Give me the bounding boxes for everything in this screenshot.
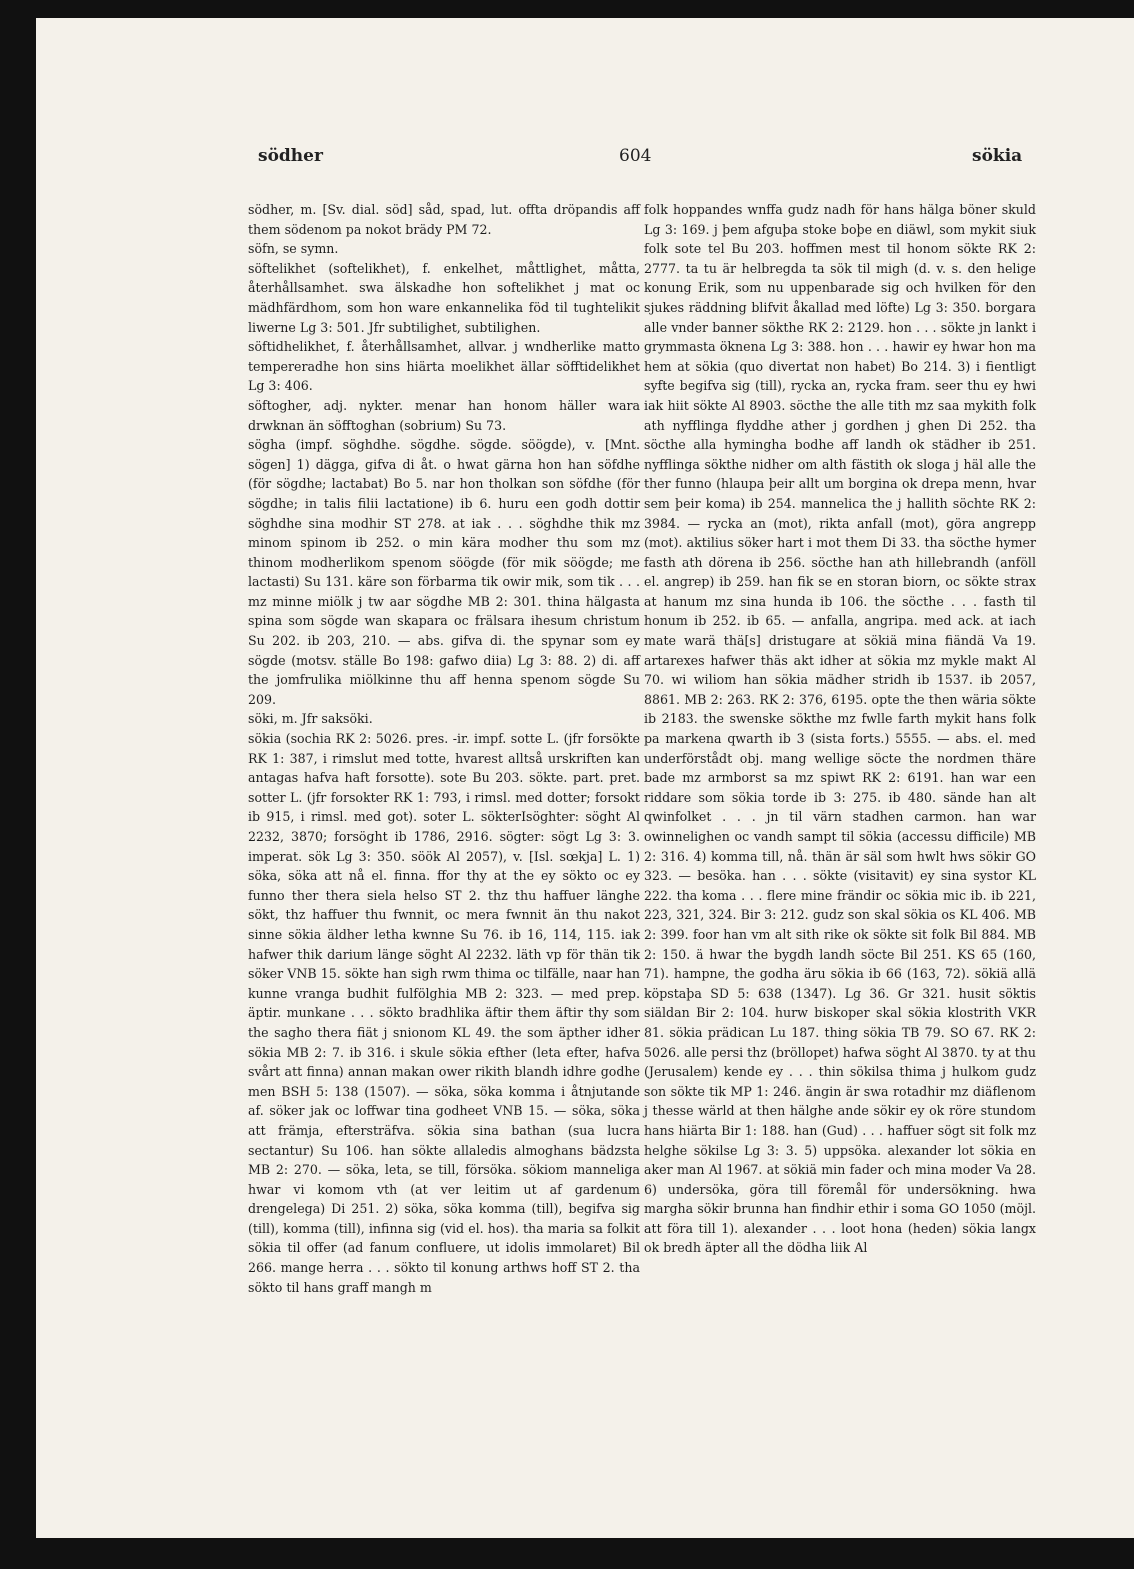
entry-sogha: sögha (impf. söghdhe. sögdhe. sögde. söögde), v. [Mnt. sögen] 1) dägga, gifva di åt. o hwat gärna hon han söfdhe (för sögdhe; lactabat) Bo 5. nar hon tholkan son söfdhe (för sögdhe; in talis filii lactatione) ib 6. huru een godh dottir söghdhe sina modhir ST 278. at iak . . . söghdhe thik mz minom spinom ib 252. o min kära modher thu som mz thinom modherlikom spenom söögde (för mik söögde; me lactasti) Su 131. käre son förbarma tik owir mik, som tik . . . mz minne miölk j tw aar sögdhe MB 2: 301. thina hälgasta spina som sögde wan skapara oc frälsara ihesum christum Su 202. ib 203, 210. — abs. gifva di. the spynar som ey sögde (motsv. ställe Bo 198: gafwo diia) Lg 3: 88. 2) di. aff the jomfrulika miölkinne thu aff henna spenom sögde Su 209. [248,437,640,707]
entry-sodher: södher, m. [Sv. dial. söd] såd, spad, lut. offta dröpandis aff them södenom pa nokot brädy PM 72. [248,202,640,237]
entry-sofn: söfn, se symn. [248,241,339,257]
right-column [644,200,1036,1258]
entry-softogher: söftogher, adj. nykter. menar han honom häller wara drwknan än söfftoghan (sobrium) Su 73. [248,397,640,433]
dictionary-page [36,18,1134,1538]
entry-softidhelikhet: söftidhelikhet, f. återhållsamhet, allvar. j wndherlike matto tempereradhe hon sins hiärta moelikhet ällar söfftidelikhet Lg 3: 406. [248,339,640,394]
page-header [36,146,1134,176]
entry-softelikhet: söftelikhet (softelikhet), f. enkelhet, måttlighet, måtta, återhållsamhet. swa älskadhe hon softelikhet j mat oc mädhfärdhom, som hon ware enkannelika föd til tughtelikit liwerne Lg 3: 501. Jfr subtilighet, subtilighen. [248,260,640,335]
left-column [248,200,640,1297]
entry-soki: söki, m. Jfr saksöki. [248,711,373,727]
header-right-headword: sökia [972,146,1023,166]
page-number: 604 [619,146,652,166]
entry-sokia-continued: folk hoppandes wnffa gudz nadh för hans hälga böner skuld Lg 3: 169. j þem afguþa stoke boþe en diäwl, som mykit siuk folk sote tel Bu 203. hoffmen mest til honom sökte RK 2: 2777. ta tu är helbregda ta sök til migh (d. v. s. den helige konung Erik, som nu uppenbarade sig och hvilken för den sjukes räddning blifvit åkallad med löfte) Lg 3: 350. borgara alle vnder banner sökthe RK 2: 2129. hon . . . sökte jn lankt i grymmasta öknena Lg 3: 388. hon . . . hawir ey hwar hon ma hem at sökia (quo divertat non habet) Bo 214. 3) i fientligt syfte begifva sig (till), rycka an, rycka fram. seer thu ey hwi iak hiit sökte Al 8903. söcthe the alle tith mz saa mykith folk ath nyfflinga flyddhe ather j gordhen j ghen Di 252. tha söcthe alla hymingha bodhe aff landh ok städher ib 251. nyfflinga sökthe nidher om alth fästith ok sloga j häl alle the ther funno (hlaupa þeir allt um borgina ok drepa menn, hvar sem þeir koma) ib 254. mannelica the j hallith söchte RK 2: 3984. — rycka an (mot), rikta anfall (mot), göra angrepp (mot). aktilius söker hart i mot them Di 33. tha söcthe hymer fasth ath dörena ib 256. söcthe han ath hillebrandh (anföll el. angrep) ib 259. han fik se en storan biorn, oc sökte strax at hanum mz sina hunda ib 106. the söcthe . . . fasth til honum ib 252. ib 65. — anfalla, angripa. med ack. at iach mate warä thä[s] dristugare at sökiä mina fiändä Va 19. artarexes hafwer thäs akt idher at sökia mz mykle makt Al 70. wi wiliom han sökia mädher stridh ib 1537. ib 2057, 8861. MB 2: 263. RK 2: 376, 6195. opte the then wäria sökte ib 2183. the swenske sökthe mz fwlle farth mykit hans folk pa markena qwarth ib 3 (sista forts.) 5555. — abs. el. med underförstådt obj. mang wellige söcte the nordmen thäre bade mz armborst sa mz spiwt RK 2: 6191. han war een riddare som sökia torde ib 3: 275. ib 480. sände han alt qwinfolket . . . jn til värn stadhen carmon. han war owinnelighen oc vandh sampt til sökia (accessu difficile) MB 2: 316. 4) komma till, nå. thän är säl som hwlt hws sökir GO 323. — besöka. han . . . sökte (visitavit) ey sina systor KL 222. tha koma . . . flere mine frändir oc sökia mic ib. ib 221, 223, 321, 324. Bir 3: 212. gudz son skal sökia os KL 406. MB 2: 399. foor han vm alt sith rike ok sökte sit folk Bil 884. MB 2: 150. ä hwar the bygdh landh söcte Bil 251. KS 65 (160, 71). hampne, the godha äru sökia ib 66 (163, 72). sökiä allä köpstaþa SD 5: 638 (1347). Lg 36. Gr 321. husit söktis siäldan Bir 2: 104. hurw biskoper skal sökia klostrith VKR 81. sökia prädican Lu 187. thing sökia TB 79. SO 67. RK 2: 5026. alle persi thz (bröllopet) hafwa söght Al 3870. ty at thu (Jerusalem) kende ey . . . thin sökilsa thima j hulkom gudz son sökte tik MP 1: 246. ängin är swa rotadhir mz diäflenom j thesse wärld at then hälghe ande sökir ey ok röre stundom hans hiärta Bir 1: 188. han (Gud) . . . haffuer sögt sit folk mz helghe sökilse Lg 3: 3. 5) uppsöka. alexander lot sökia en aker man Al 1967. at sökiä min fader och mina moder Va 28. 6) undersöka, göra till föremål för undersökning. hwa margha sökir brunna han findhir ethir i soma GO 1050 (möjl. att föra till 1). alexander . . . loot hona (heden) sökia langx ok bredh äpter all the dödha liik Al [644,202,1036,1256]
entry-sokia: sökia (sochia RK 2: 5026. pres. -ir. impf. sotte L. (jfr forsökte RK 1: 387, i rimslut med totte, hvarest alltså urskriften kan antagas hafva haft forsotte). sote Bu 203. sökte. part. pret. sotter L. (jfr forsokter RK 1: 793, i rimsl. med dotter; forsokt ib 915, i rimsl. med got). soter L. sökterIsöghter: söght Al 2232, 3870; forsöght ib 1786, 2916. sögter: sögt Lg 3: 3. imperat. sök Lg 3: 350. söök Al 2057), v. [Isl. sœkja] L. 1) söka, söka att nå el. finna. ffor thy at the ey sökto oc ey funno ther thera siela helso ST 2. thz thu haffuer länghe sökt, thz haffuer thu fwnnit, oc mera fwnnit än thu nakot sinne sökia äldher letha kwnne Su 76. ib 16, 114, 115. iak hafwer thik darium länge söght Al 2232. läth vp för thän tik söker VNB 15. sökte han sigh rwm thima oc tilfälle, naar han kunne vranga budhit fulfölghia MB 2: 323. — med prep. äptir. munkane . . . sökto bradhlika äftir them äftir thy som the sagho thera fiät j snionom KL 49. the som äpther idher sökia MB 2: 7. ib 316. i skule sökia efther (leta efter, hafva svårt att finna) annan makan ower rikith blandh idhre godhe men BSH 5: 138 (1507). — söka, söka komma i åtnjutande af. söker jak oc loffwar tina godheet VNB 15. — söka, söka att främja, eftersträfva. sökia sina bathan (sua lucra sectantur) Su 106. han sökte allaledis almoghans bädzsta MB 2: 270. — söka, leta, se till, försöka. sökiom manneliga hwar vi komom vth (at ver leitim ut af gardenum drengelega) Di 251. 2) söka, söka komma (till), begifva sig (till), komma (till), infinna sig (vid el. hos). tha maria sa folkit sökia til offer (ad fanum confluere, ut idolis immolaret) Bil 266. mange herra . . . sökto til konung arthws hoff ST 2. tha sökto til hans graff mangh m [248,731,640,1295]
header-left-headword: södher [258,146,323,166]
